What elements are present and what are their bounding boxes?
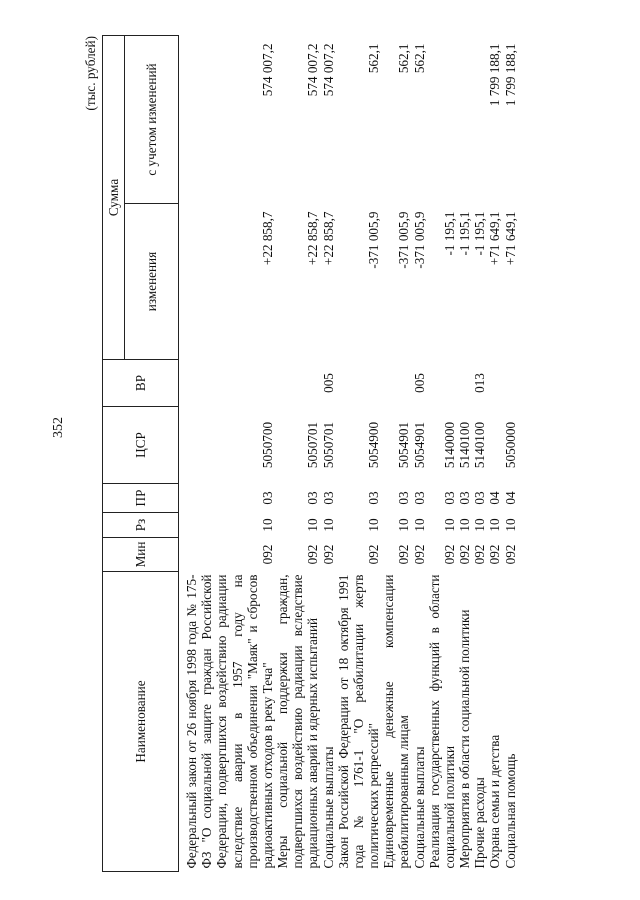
row-csr: 5050701	[320, 421, 336, 469]
row-pr: 03	[366, 491, 382, 505]
row-min: 092	[259, 544, 275, 565]
row-name: Прочие расходы	[472, 777, 488, 869]
row-total: 574 007,2	[305, 43, 321, 97]
row-change: +71 649,1	[487, 211, 503, 266]
row-pr: 03	[472, 491, 488, 505]
row-vr	[503, 360, 518, 407]
row-csr: 5054901	[411, 421, 427, 469]
header-name: Наименование	[103, 572, 179, 872]
row-change: -1 195,1	[441, 211, 457, 256]
table-row	[412, 36, 427, 872]
row-total: 574 007,2	[320, 43, 336, 97]
row-csr: 5140100	[457, 421, 473, 469]
row-pr: 03	[305, 491, 321, 505]
row-total	[472, 36, 487, 204]
row-min: 092	[396, 544, 412, 565]
row-change: -1 195,1	[472, 211, 488, 256]
row-csr: 5140000	[441, 421, 457, 469]
row-min: 092	[305, 544, 321, 565]
table-row	[321, 36, 336, 872]
header-rz: Рз	[103, 513, 179, 538]
row-vr	[457, 360, 472, 407]
row-change: +22 858,7	[305, 211, 321, 266]
row-vr	[427, 360, 457, 407]
table-row	[503, 36, 518, 872]
row-min: 092	[487, 544, 503, 565]
row-name: Федеральный закон от 26 ноября 1998 года № 175-ФЗ "О социальной защите граждан Российской Федерации, подвергшихся воздействию радиации вследствие аварии в 1957 году на производственном объединении "Маяк" и сбросов радиоактивных отходов в реку Теча"	[184, 574, 275, 869]
header-min: Мин	[103, 538, 179, 572]
table-row	[381, 36, 411, 872]
row-total: 562,1	[366, 43, 382, 74]
row-min: 092	[472, 544, 488, 565]
row-total: 1 799 188,1	[502, 43, 518, 107]
row-total: 562,1	[411, 43, 427, 74]
row-csr: 5050701	[305, 421, 321, 469]
row-min: 092	[457, 544, 473, 565]
row-vr: 013	[472, 373, 488, 393]
row-change: +71 649,1	[502, 211, 518, 266]
row-vr	[381, 360, 411, 407]
row-name: Охрана семьи и детства	[487, 734, 503, 869]
row-vr	[336, 360, 382, 407]
row-pr: 04	[487, 491, 503, 505]
row-total: 574 007,2	[259, 43, 275, 97]
row-csr: 5054901	[396, 421, 412, 469]
row-rz: 10	[411, 518, 427, 532]
row-pr: 03	[320, 491, 336, 505]
row-pr: 03	[457, 491, 473, 505]
row-name: Социальная помощь	[502, 753, 518, 869]
document-content	[80, 32, 588, 872]
row-name: Реализация государственных функций в области социальной политики	[426, 574, 457, 869]
row-rz: 10	[320, 518, 336, 532]
row-rz: 10	[472, 518, 488, 532]
row-pr: 04	[502, 491, 518, 505]
row-change: +22 858,7	[259, 211, 275, 266]
row-change: -371 005,9	[411, 211, 427, 269]
table-row	[487, 36, 502, 872]
row-pr: 03	[259, 491, 275, 505]
header-with-change: с учетом изменений	[125, 36, 179, 204]
row-total	[457, 36, 472, 204]
row-pr: 03	[396, 491, 412, 505]
row-vr	[275, 360, 321, 407]
row-vr	[179, 360, 276, 407]
row-vr: 005	[320, 373, 336, 393]
row-total: 562,1	[396, 43, 412, 74]
table-row	[457, 36, 472, 872]
header-sum: Сумма	[103, 36, 125, 360]
table-row	[472, 36, 487, 872]
row-total	[427, 36, 457, 204]
row-pr: 03	[411, 491, 427, 505]
row-vr	[487, 360, 502, 407]
row-csr: 5050000	[502, 421, 518, 469]
row-pr: 03	[441, 491, 457, 505]
header-vr: ВР	[103, 360, 179, 407]
row-rz: 10	[396, 518, 412, 532]
row-csr: 5050700	[259, 421, 275, 469]
budget-table	[102, 35, 518, 872]
row-rz: 10	[305, 518, 321, 532]
row-change: -1 195,1	[457, 211, 473, 256]
row-vr: 005	[411, 373, 427, 393]
row-change: -371 005,9	[396, 211, 412, 269]
row-name: Закон Российской Федерации от 18 октября 1991 года № 1761-1 "О реабилитации жертв политических репрессий"	[335, 574, 382, 869]
row-change: +22 858,7	[320, 211, 336, 266]
table-row	[427, 36, 457, 872]
row-min: 092	[441, 544, 457, 565]
row-csr: 5140100	[472, 421, 488, 469]
row-min: 092	[366, 544, 382, 565]
row-name: Единовременные денежные компенсации реабилитированным лицам	[381, 574, 412, 869]
row-rz: 10	[441, 518, 457, 532]
row-rz: 10	[502, 518, 518, 532]
row-rz: 10	[259, 518, 275, 532]
row-name: Мероприятия в области социальной политики	[457, 609, 473, 869]
row-rz: 10	[487, 518, 503, 532]
row-rz: 10	[457, 518, 473, 532]
row-change: -371 005,9	[366, 211, 382, 269]
row-csr	[487, 407, 502, 484]
row-name: Меры социальной поддержки граждан, подвергшихся воздействию радиации вследствие радиационных аварий и ядерных испытаний	[275, 574, 321, 869]
row-csr: 5054900	[366, 421, 382, 469]
row-name: Социальные выплаты	[411, 746, 427, 869]
row-total: 1 799 188,1	[487, 43, 503, 107]
table-row	[179, 36, 276, 872]
table-row	[275, 36, 321, 872]
row-name: Социальные выплаты	[320, 746, 336, 869]
row-min: 092	[502, 544, 518, 565]
row-rz: 10	[366, 518, 382, 532]
table-row	[336, 36, 382, 872]
row-min: 092	[411, 544, 427, 565]
header-change: изменения	[125, 204, 179, 360]
header-pr: ПР	[103, 484, 179, 513]
row-min: 092	[320, 544, 336, 565]
unit-note: (тыс. рублей)	[83, 36, 98, 111]
header-csr: ЦСР	[103, 407, 179, 484]
page-number: 352	[51, 417, 66, 438]
